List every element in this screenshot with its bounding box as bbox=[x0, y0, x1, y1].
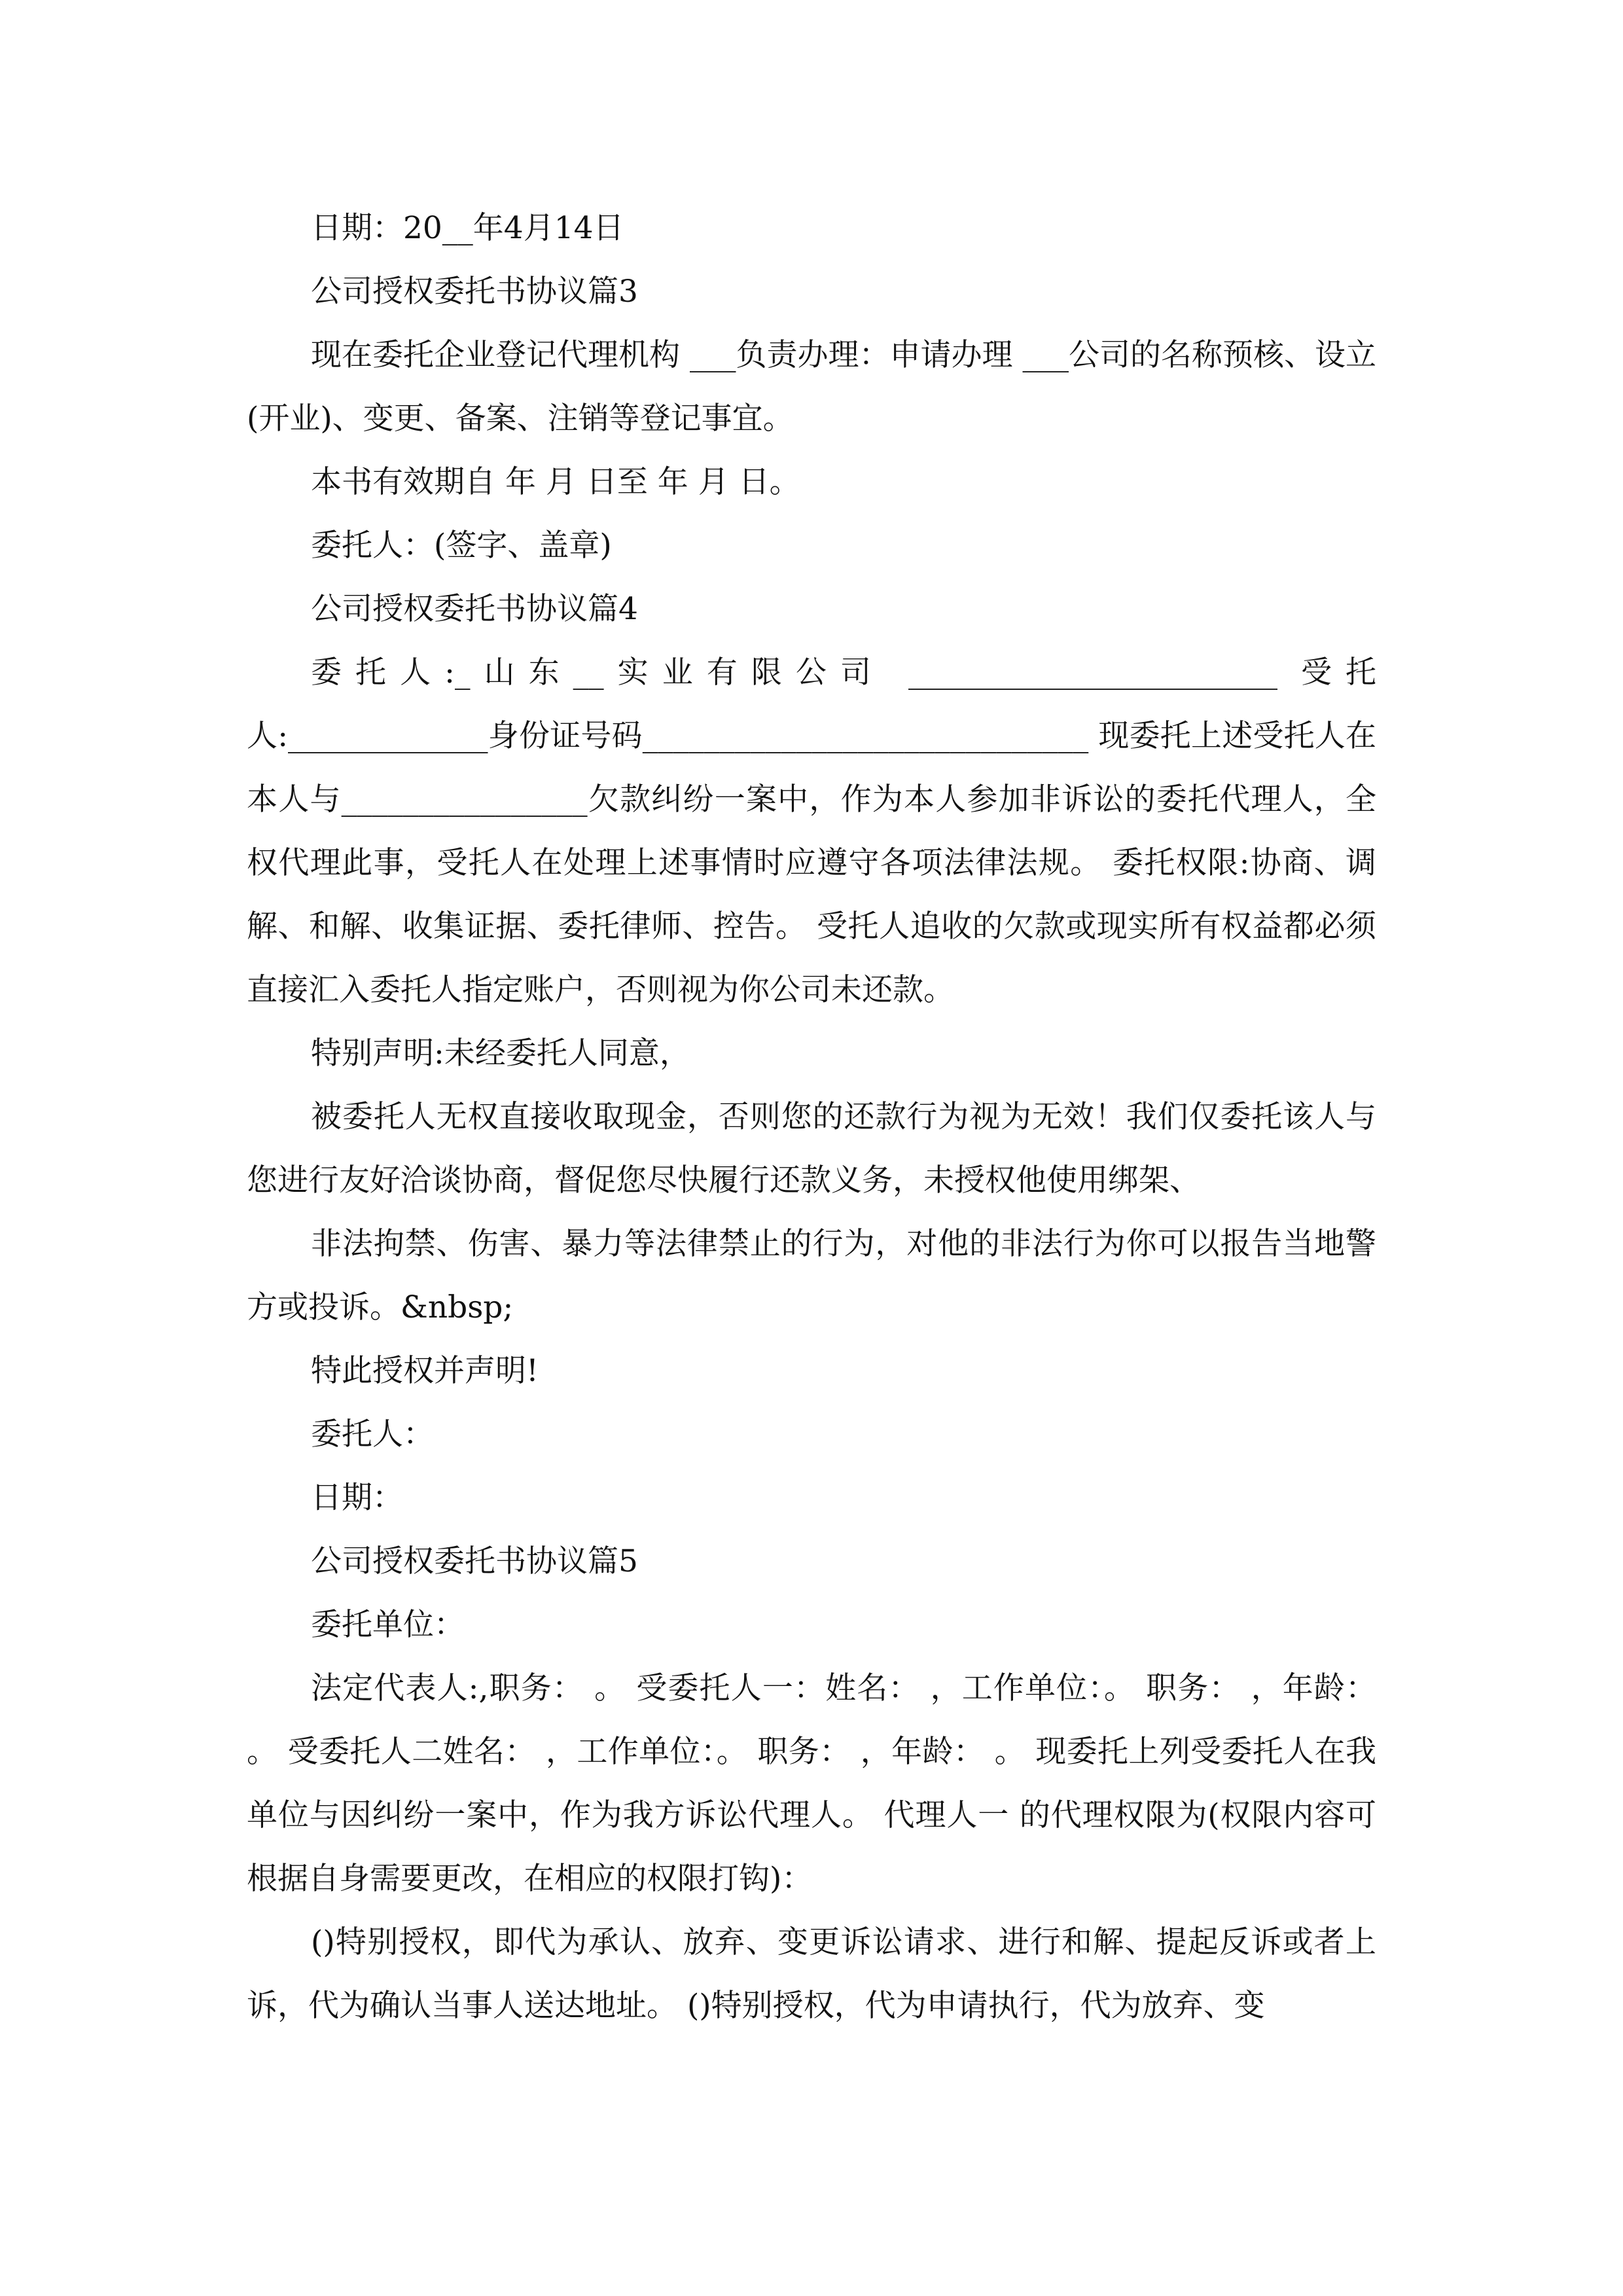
paragraph: 委托人:_山东__实业有限公司 ________________________ 受托人:_____________身份证号码_____________________________ 现委托上述受托人在本人与________________欠款纠纷一案中，作为本人参加非诉讼的委托代理人，全权代理此事，受托人在处理上述事情时应遵守各项法律法规。 委托权限:协商、调解、和解、收集证据、委托律师、控告。 受托人追收的欠款或现实所有权益都必须直接汇入委托人指定账户，否则视为你公司未还款。 bbox=[247, 655, 1376, 1008]
section-title-5: 公司授权委托书协议篇5 bbox=[311, 1543, 638, 1579]
paragraph: 委托人：(签字、盖章) bbox=[311, 528, 612, 564]
paragraph: 委托单位： bbox=[311, 1607, 465, 1643]
signature-line: 委托人： bbox=[311, 1416, 434, 1452]
paragraph: 非法拘禁、伤害、暴力等法律禁止的行为，对他的非法行为你可以报告当地警方或投诉。&nbsp; bbox=[247, 1226, 1376, 1325]
document-body bbox=[247, 196, 1386, 2037]
section-title-4: 公司授权委托书协议篇4 bbox=[311, 591, 638, 627]
date-line: 日期： bbox=[311, 1480, 403, 1516]
paragraph: 特别声明:未经委托人同意， bbox=[311, 1035, 690, 1071]
date-line: 日期：20__年4月14日 bbox=[311, 210, 624, 246]
paragraph: 法定代表人:,职务： 。 受委托人一：姓名： ，工作单位：。 职务： ，年龄： 。 受委托人二姓名： ，工作单位：。 职务： ，年龄： 。 现委托上列受委托人在我单位与因纠纷一案中，作为我方诉讼代理人。 代理人一 的代理权限为(权限内容可根据自身需要更改，在相应的权限打钩)： bbox=[247, 1670, 1386, 1897]
paragraph: 被委托人无权直接收取现金，否则您的还款行为视为无效！我们仅委托该人与您进行友好洽谈协商，督促您尽快履行还款义务，未授权他使用绑架、 bbox=[247, 1099, 1376, 1198]
paragraph: 本书有效期自 年 月 日至 年 月 日。 bbox=[311, 464, 800, 500]
paragraph: ()特别授权，即代为承认、放弃、变更诉讼请求、进行和解、提起反诉或者上诉，代为确认当事人送达地址。 ()特别授权，代为申请执行，代为放弃、变 bbox=[247, 1924, 1376, 2024]
paragraph: 特此授权并声明! bbox=[311, 1353, 539, 1389]
section-title-3: 公司授权委托书协议篇3 bbox=[311, 274, 638, 310]
paragraph: 现在委托企业登记代理机构 ___负责办理：申请办理 ___公司的名称预核、设立(开业)、变更、备案、注销等登记事宜。 bbox=[247, 337, 1376, 437]
